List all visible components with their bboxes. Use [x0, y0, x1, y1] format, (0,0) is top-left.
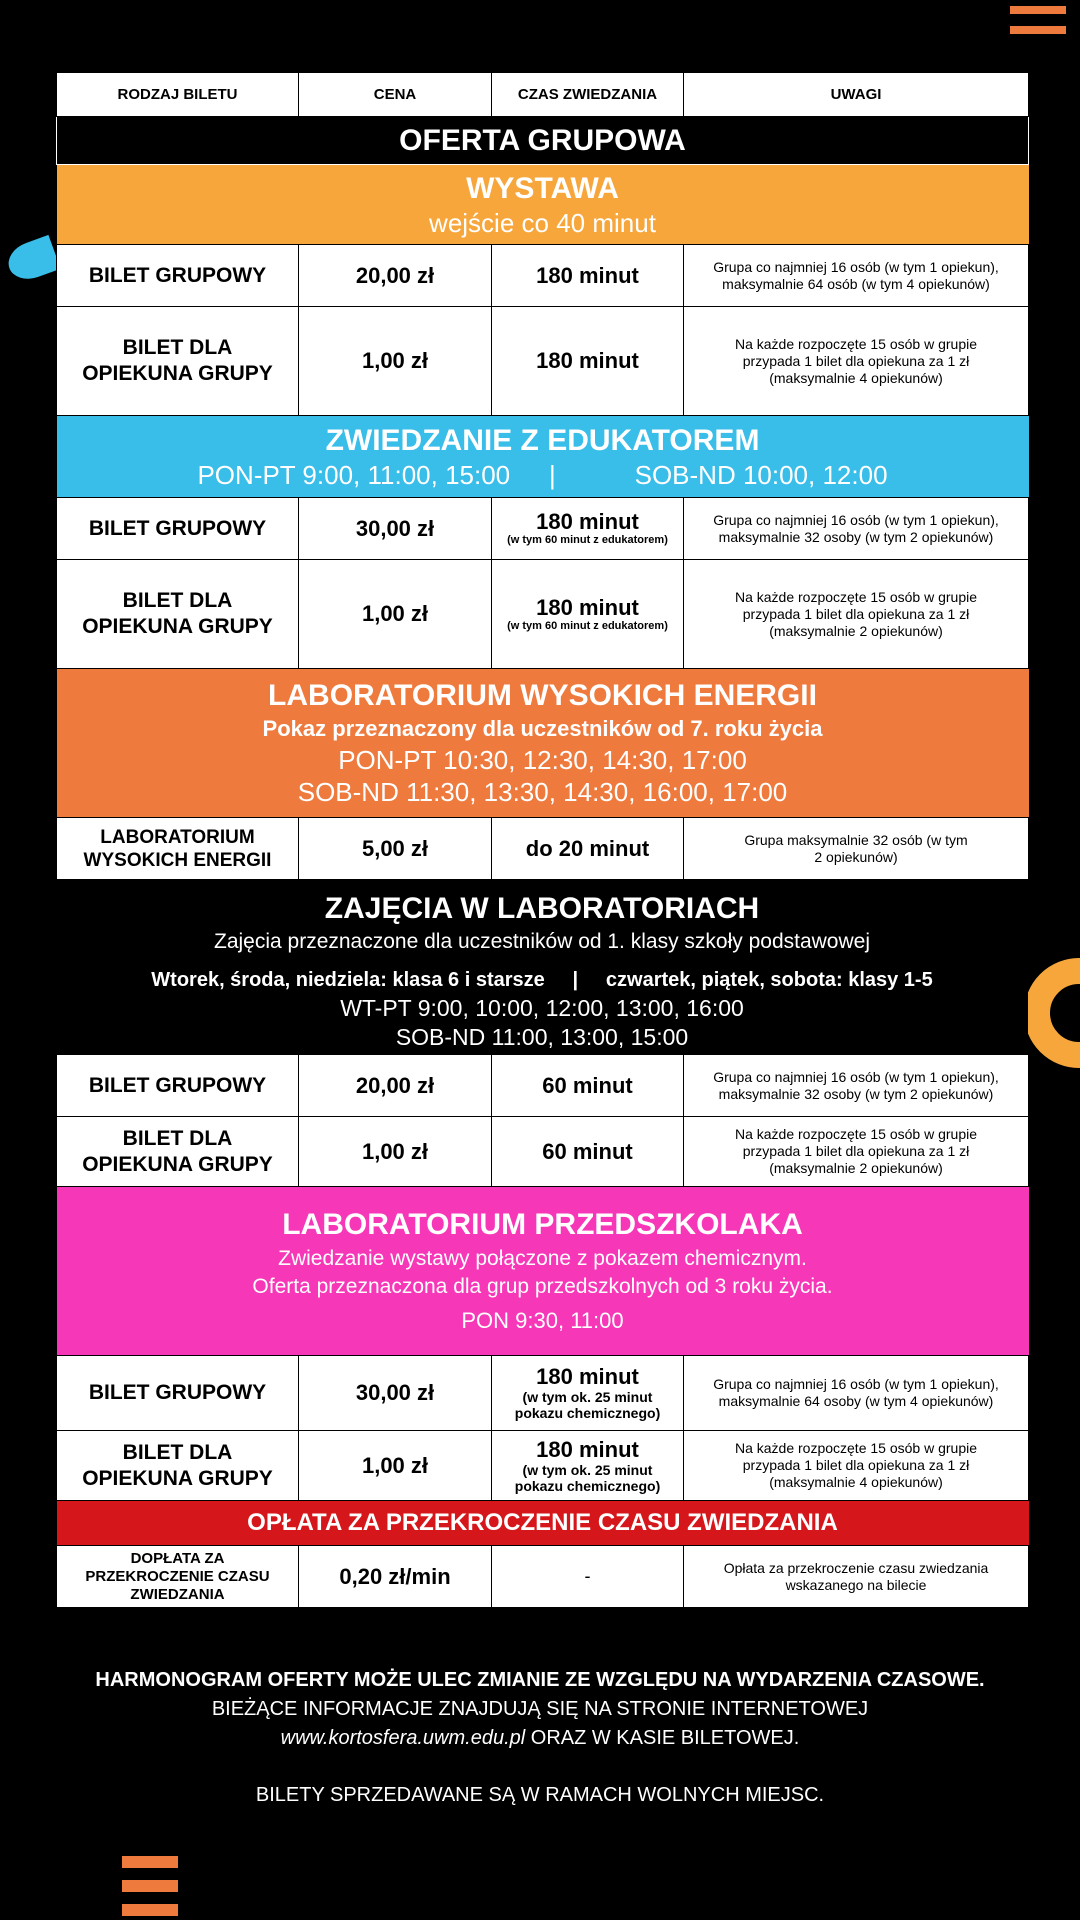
footer-line4: BILETY SPRZEDAWANE SĄ W RAMACH WOLNYCH MIEJSC.	[255, 1784, 825, 1806]
hours-weekday: PON-PT 9:00, 11:00, 15:00	[197, 459, 511, 490]
section-hours: PON 9:30, 11:00	[461, 1308, 624, 1333]
hours-weekend: SOB-ND 10:00, 12:00	[634, 459, 888, 490]
section-wystawa	[57, 165, 1029, 245]
ticket-time: 180 minut	[492, 245, 684, 307]
ticket-time-value: 180 minut	[536, 594, 639, 620]
ticket-time-value: 180 minut	[536, 1436, 639, 1462]
ticket-type: LABORATORIUM WYSOKICH ENERGII	[57, 818, 299, 880]
hours-separator: |	[548, 459, 556, 490]
ticket-note: Na każde rozpoczęte 15 osób w grupie przypada 1 bilet dla opiekuna za 1 zł (maksymalnie 4 opiekunów)	[684, 1431, 1029, 1501]
offer-title-row	[57, 117, 1029, 165]
ticket-price: 30,00 zł	[299, 1356, 492, 1431]
ticket-time: do 20 minut	[492, 818, 684, 880]
ticket-note: Opłata za przekroczenie czasu zwiedzania wskazanego na bilecie	[684, 1546, 1029, 1608]
footer-line3	[0, 1724, 1080, 1753]
section-line2: Oferta przeznaczona dla grup przedszkolnych od 3 roku życia.	[252, 1275, 833, 1298]
table-row	[57, 1356, 1029, 1431]
ticket-price: 5,00 zł	[299, 818, 492, 880]
table-row	[57, 1546, 1029, 1608]
ticket-time-note: (w tym 60 minut z edukatorem)	[507, 534, 668, 546]
ticket-price: 30,00 zł	[299, 498, 492, 560]
ticket-price: 20,00 zł	[299, 1055, 492, 1117]
ticket-note: Na każde rozpoczęte 15 osób w grupie przypada 1 bilet dla opiekuna za 1 zł (maksymalnie 4 opiekunów)	[684, 307, 1029, 416]
section-subtitle: Pokaz przeznaczony dla uczestników od 7. roku życia	[262, 716, 823, 741]
section-subtitle: wejście co 40 minut	[429, 207, 656, 238]
section-line1: Zwiedzanie wystawy połączone z pokazem chemicznym.	[278, 1247, 807, 1270]
ticket-note: Grupa co najmniej 16 osób (w tym 1 opiekun), maksymalnie 64 osób (w tym 4 opiekunów)	[684, 245, 1029, 307]
ticket-time	[492, 498, 684, 560]
decorative-stripes-top	[1010, 0, 1066, 46]
ticket-price: 1,00 zł	[299, 560, 492, 669]
table-row	[57, 1117, 1029, 1187]
ticket-type: BILET GRUPOWY	[57, 1055, 299, 1117]
footer-website-link[interactable]: www.kortosfera.uwm.edu.pl	[280, 1727, 526, 1749]
decorative-blue-shape	[3, 235, 60, 285]
days-right: czwartek, piątek, sobota: klasy 1-5	[605, 969, 933, 991]
section-przedszkolak	[57, 1187, 1029, 1356]
table-row	[57, 560, 1029, 669]
ticket-price: 1,00 zł	[299, 1117, 492, 1187]
section-title: LABORATORIUM PRZEDSZKOLAKA	[282, 1208, 803, 1241]
footer-line3-rest: ORAZ W KASIE BILETOWEJ.	[525, 1727, 800, 1749]
ticket-price: 1,00 zł	[299, 307, 492, 416]
ticket-type: BILET DLA OPIEKUNA GRUPY	[57, 307, 299, 416]
footer-info	[0, 1666, 1080, 1810]
ticket-note: Grupa co najmniej 16 osób (w tym 1 opiekun), maksymalnie 32 osoby (w tym 2 opiekunów)	[684, 1055, 1029, 1117]
column-header-type: RODZAJ BILETU	[57, 73, 299, 117]
footer-line1: HARMONOGRAM OFERTY MOŻE ULEC ZMIANIE ZE WZGLĘDU NA WYDARZENIA CZASOWE.	[95, 1669, 985, 1691]
section-title: OPŁATA ZA PRZEKROCZENIE CZASU ZWIEDZANIA	[57, 1501, 1029, 1546]
days-left: Wtorek, środa, niedziela: klasa 6 i starsze	[151, 969, 545, 991]
ticket-type: BILET GRUPOWY	[57, 245, 299, 307]
section-zajecia	[56, 880, 1028, 1054]
days-separator: |	[572, 969, 579, 991]
ticket-note: Na każde rozpoczęte 15 osób w grupie przypada 1 bilet dla opiekuna za 1 zł (maksymalnie 2 opiekunów)	[684, 1117, 1029, 1187]
ticket-time: 60 minut	[492, 1055, 684, 1117]
section-title: WYSTAWA	[466, 171, 619, 205]
footer-line2: BIEŻĄCE INFORMACJE ZNAJDUJĄ SIĘ NA STRONIE INTERNETOWEJ	[211, 1698, 869, 1720]
ticket-type: BILET DLA OPIEKUNA GRUPY	[57, 560, 299, 669]
column-header-time: CZAS ZWIEDZANIA	[492, 73, 684, 117]
decorative-orange-ring	[1024, 958, 1080, 1068]
section-doplata	[57, 1501, 1029, 1546]
ticket-time	[492, 1431, 684, 1501]
hours-weekend: SOB-ND 11:00, 13:00, 15:00	[395, 1024, 689, 1050]
ticket-type: BILET GRUPOWY	[57, 498, 299, 560]
ticket-price: 20,00 zł	[299, 245, 492, 307]
section-edukator	[57, 416, 1029, 498]
offer-title: OFERTA GRUPOWA	[57, 117, 1029, 165]
hours-weekday: WT-PT 9:00, 10:00, 12:00, 13:00, 16:00	[340, 995, 744, 1021]
table-header-row	[57, 73, 1029, 117]
ticket-type: BILET DLA OPIEKUNA GRUPY	[57, 1117, 299, 1187]
price-list	[56, 72, 1028, 1608]
ticket-time	[492, 560, 684, 669]
table-row	[57, 498, 1029, 560]
ticket-time: 180 minut	[492, 307, 684, 416]
ticket-type: DOPŁATA ZA PRZEKROCZENIE CZASU ZWIEDZANIA	[57, 1546, 299, 1608]
ticket-price: 1,00 zł	[299, 1431, 492, 1501]
column-header-price: CENA	[299, 73, 492, 117]
price-table-bottom	[56, 1054, 1029, 1608]
ticket-time: -	[492, 1546, 684, 1608]
table-row	[57, 245, 1029, 307]
ticket-type: BILET GRUPOWY	[57, 1356, 299, 1431]
ticket-note: Grupa co najmniej 16 osób (w tym 1 opiekun), maksymalnie 64 osoby (w tym 4 opiekunów)	[684, 1356, 1029, 1431]
price-table-top	[56, 72, 1029, 880]
ticket-time-value: 180 minut	[536, 509, 639, 534]
hours-weekend: SOB-ND 11:30, 13:30, 14:30, 16:00, 17:00	[297, 777, 788, 807]
ticket-note: Grupa maksymalnie 32 osób (w tym 2 opiekunów)	[684, 818, 1029, 880]
decorative-stripes-bottom	[122, 1856, 178, 1920]
section-days	[56, 966, 1028, 994]
hours-weekday: PON-PT 10:30, 12:30, 14:30, 17:00	[338, 745, 747, 775]
ticket-time-note: (w tym ok. 25 minut pokazu chemicznego)	[514, 1389, 661, 1421]
ticket-time-note: (w tym 60 minut z edukatorem)	[507, 619, 668, 632]
section-subtitle: Zajęcia przeznaczone dla uczestników od 1. klasy szkoły podstawowej	[214, 930, 870, 953]
ticket-type: BILET DLA OPIEKUNA GRUPY	[57, 1431, 299, 1501]
section-lab-energii	[57, 669, 1029, 818]
section-title: ZWIEDZANIE Z EDUKATOREM	[325, 423, 760, 457]
ticket-note: Na każde rozpoczęte 15 osób w grupie przypada 1 bilet dla opiekuna za 1 zł (maksymalnie 2 opiekunów)	[684, 560, 1029, 669]
section-title: ZAJĘCIA W LABORATORIACH	[324, 892, 760, 925]
ticket-time-value: 180 minut	[536, 1364, 639, 1389]
ticket-note: Grupa co najmniej 16 osób (w tym 1 opiekun), maksymalnie 32 osoby (w tym 2 opiekunów)	[684, 498, 1029, 560]
table-row	[57, 307, 1029, 416]
section-title: LABORATORIUM WYSOKICH ENERGII	[268, 679, 817, 712]
table-row	[57, 1431, 1029, 1501]
ticket-time: 60 minut	[492, 1117, 684, 1187]
ticket-price: 0,20 zł/min	[299, 1546, 492, 1608]
ticket-time-note: (w tym ok. 25 minut pokazu chemicznego)	[514, 1461, 661, 1494]
table-row	[57, 818, 1029, 880]
section-hours	[57, 459, 1029, 491]
table-row	[57, 1055, 1029, 1117]
column-header-notes: UWAGI	[684, 73, 1029, 117]
ticket-time	[492, 1356, 684, 1431]
